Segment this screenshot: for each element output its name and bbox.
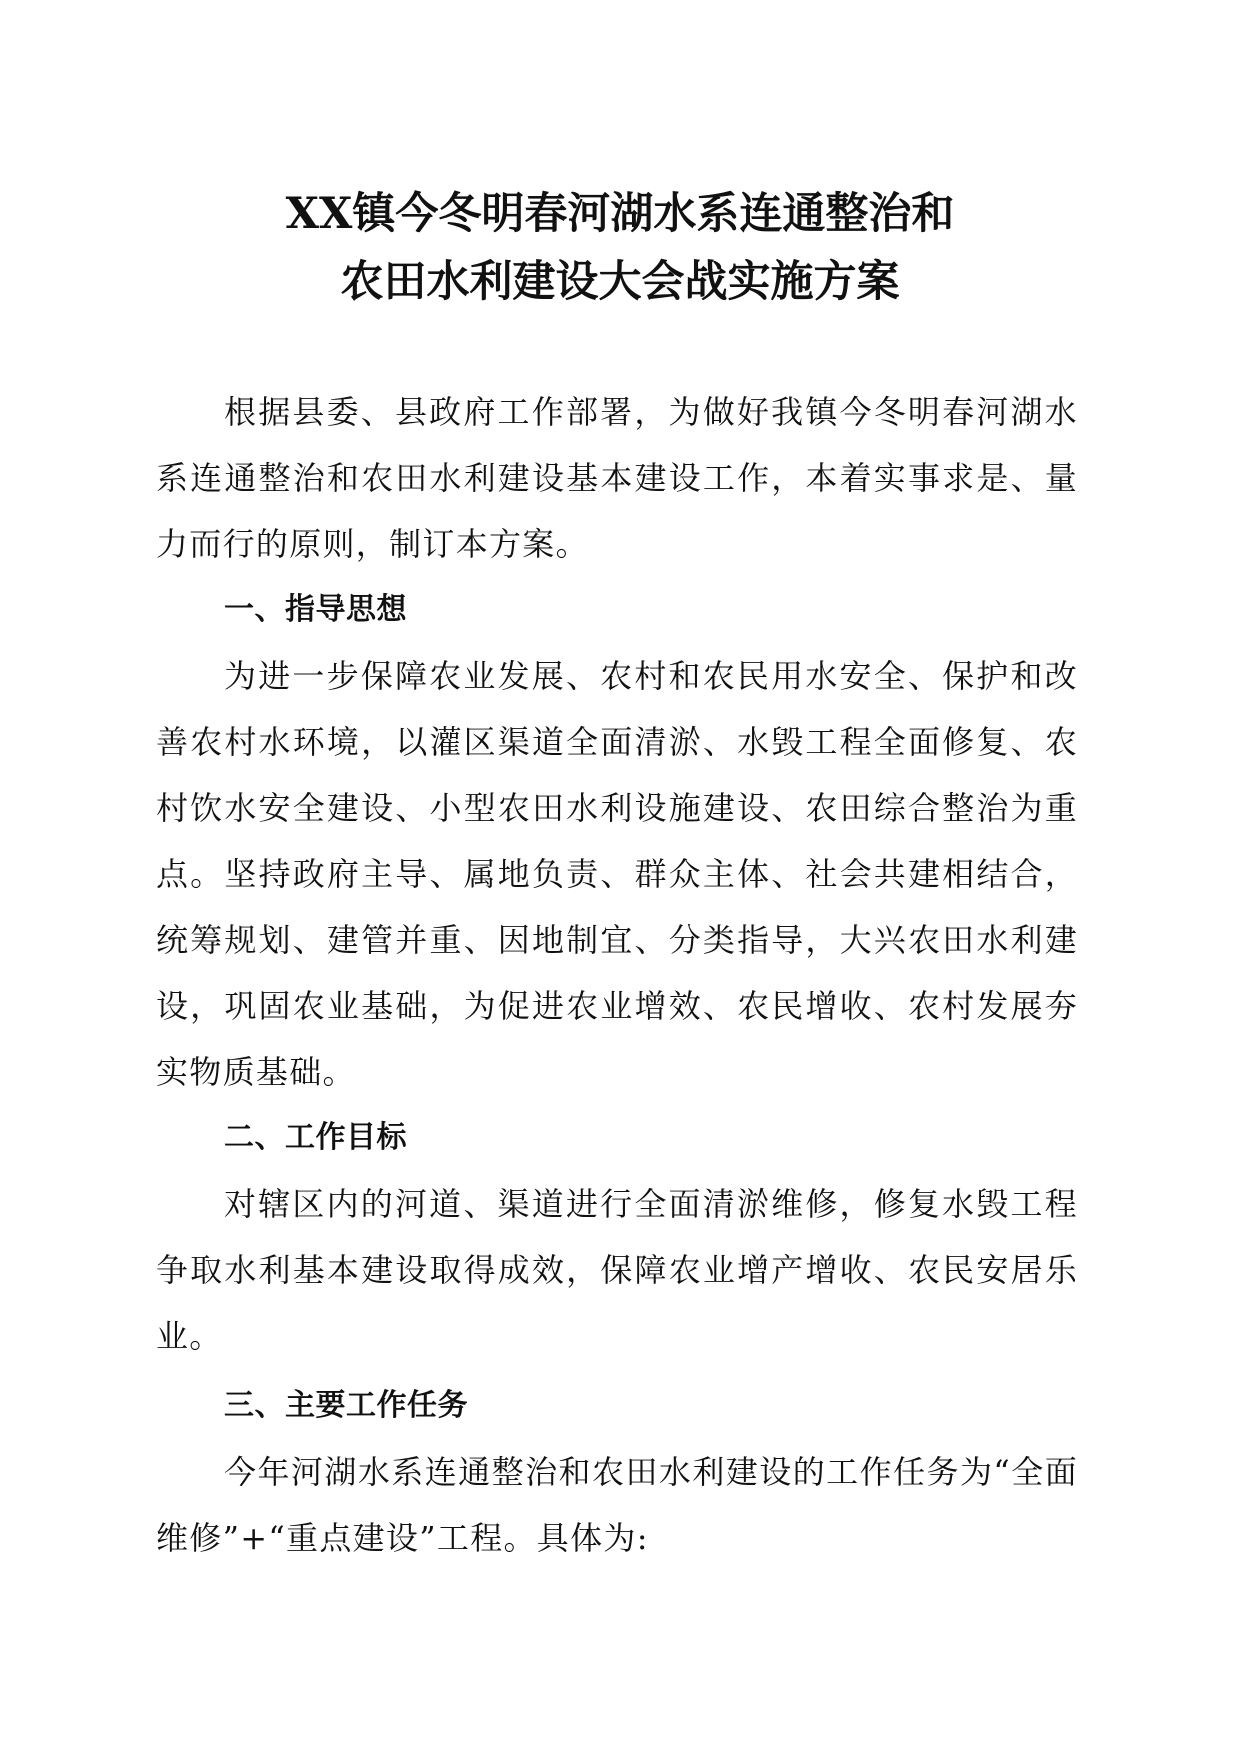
section-heading-main-tasks: 三、主要工作任务 [224, 1388, 468, 1423]
section-heading-work-goals: 二、工作目标 [224, 1120, 407, 1155]
title-line-1: XX镇今冬明春河湖水系连通整治和 [285, 189, 955, 239]
section-paragraph-guiding-thought: 为进一步保障农业发展、农村和农民用水安全、保护和改善农村水环境，以灌区渠道全面清淤、水毁工程全面修复、农村饮水安全建设、小型农田水利设施建设、农田综合整治为重点。坚持政府主导、属地负责、群众主体、社会共建相结合，统筹规划、建管并重、因地制宜、分类指导，大兴农田水利建设，巩固农业基础，为促进农业增效、农民增收、农村发展夯实物质基础。 [156, 657, 1078, 1091]
document-body [156, 379, 1078, 1571]
section-paragraph-work-goals: 对辖区内的河道、渠道进行全面清淤维修，修复水毁工程争取水利基本建设取得成效，保障农业增产增收、农民安居乐业。 [156, 1185, 1078, 1355]
title-line-2: 农田水利建设大会战实施方案 [340, 257, 900, 307]
intro-paragraph: 根据县委、县政府工作部署，为做好我镇今冬明春河湖水系连通整治和农田水利建设基本建设工作，本着实事求是、量力而行的原则，制订本方案。 [156, 393, 1078, 563]
section-heading-guiding-thought: 一、指导思想 [224, 592, 407, 627]
section-paragraph-main-tasks: 今年河湖水系连通整治和农田水利建设的工作任务为“全面维修”+“重点建设”工程。具体为: [156, 1453, 1078, 1557]
document-title [0, 180, 1240, 316]
